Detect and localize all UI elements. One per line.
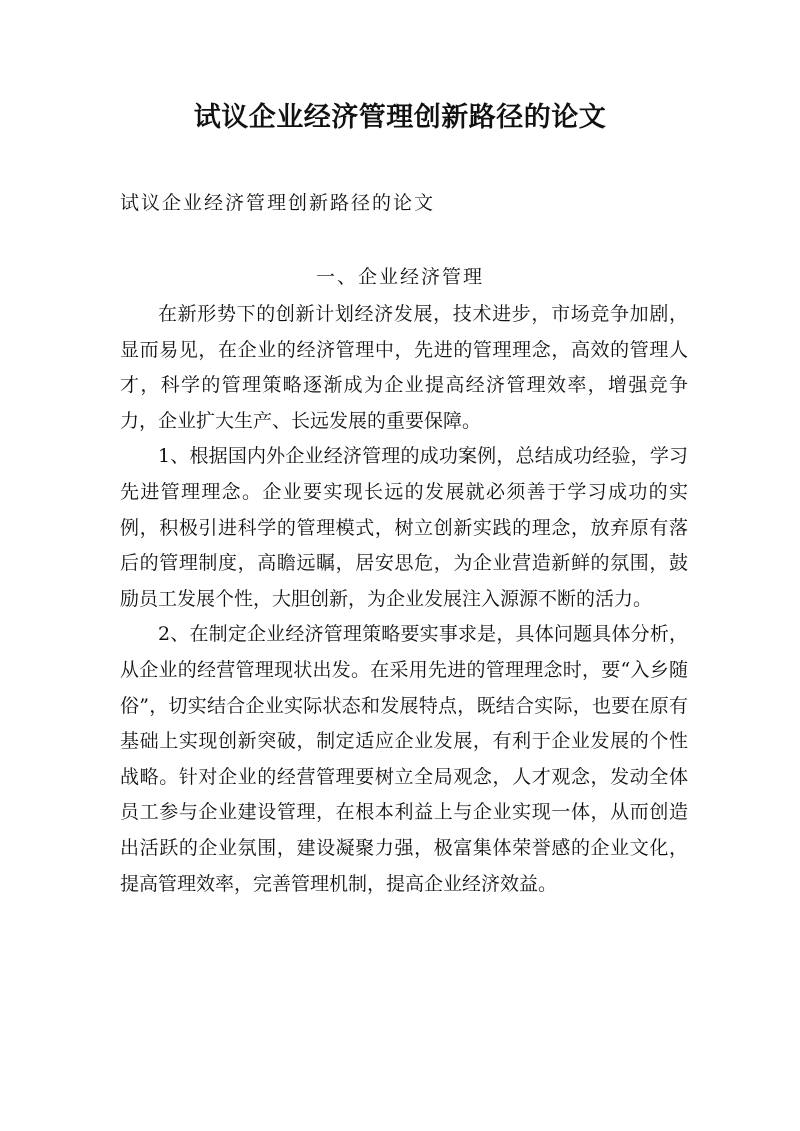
paragraph: 1、根据国内外企业经济管理的成功案例，总结成功经验，学习先进管理理念。企业要实现长远的发展就必须善于学习成功的实例，积极引进科学的管理模式，树立创新实践的理念，放弃原有落后的管理制度，高瞻远瞩，居安思危，为企业营造新鲜的氛围，鼓励员工发展个性，大胆创新，为企业发展注入源源不断的活力。 [120, 445, 688, 610]
document-subtitle: 试议企业经济管理创新路径的论文 [120, 192, 436, 214]
section-heading: 一、企业经济管理 [315, 266, 484, 288]
paragraph: 在新形势下的创新计划经济发展，技术进步，市场竞争加剧，显而易见，在企业的经济管理中，先进的管理理念，高效的管理人才，科学的管理策略逐渐成为企业提高经济管理效率，增强竞争力，企业扩大生产、长远发展的重要保障。 [120, 303, 688, 432]
paragraph: 2、在制定企业经济管理策略要实事求是，具体问题具体分析，从企业的经营管理现状出发。在采用先进的管理理念时，要“入乡随俗”，切实结合企业实际状态和发展特点，既结合实际，也要在原有基础上实现创新突破，制定适应企业发展，有利于企业发展的个性战略。针对企业的经营管理要树立全局观念，人才观念，发动全体员工参与企业建设管理，在根本利益上与企业实现一体，从而创造出活跃的企业氛围，建设凝聚力强，极富集体荣誉感的企业文化，提高管理效率，完善管理机制，提高企业经济效益。 [120, 623, 688, 895]
document-title: 试议企业经济管理创新路径的论文 [193, 102, 607, 133]
document-body [120, 297, 688, 902]
